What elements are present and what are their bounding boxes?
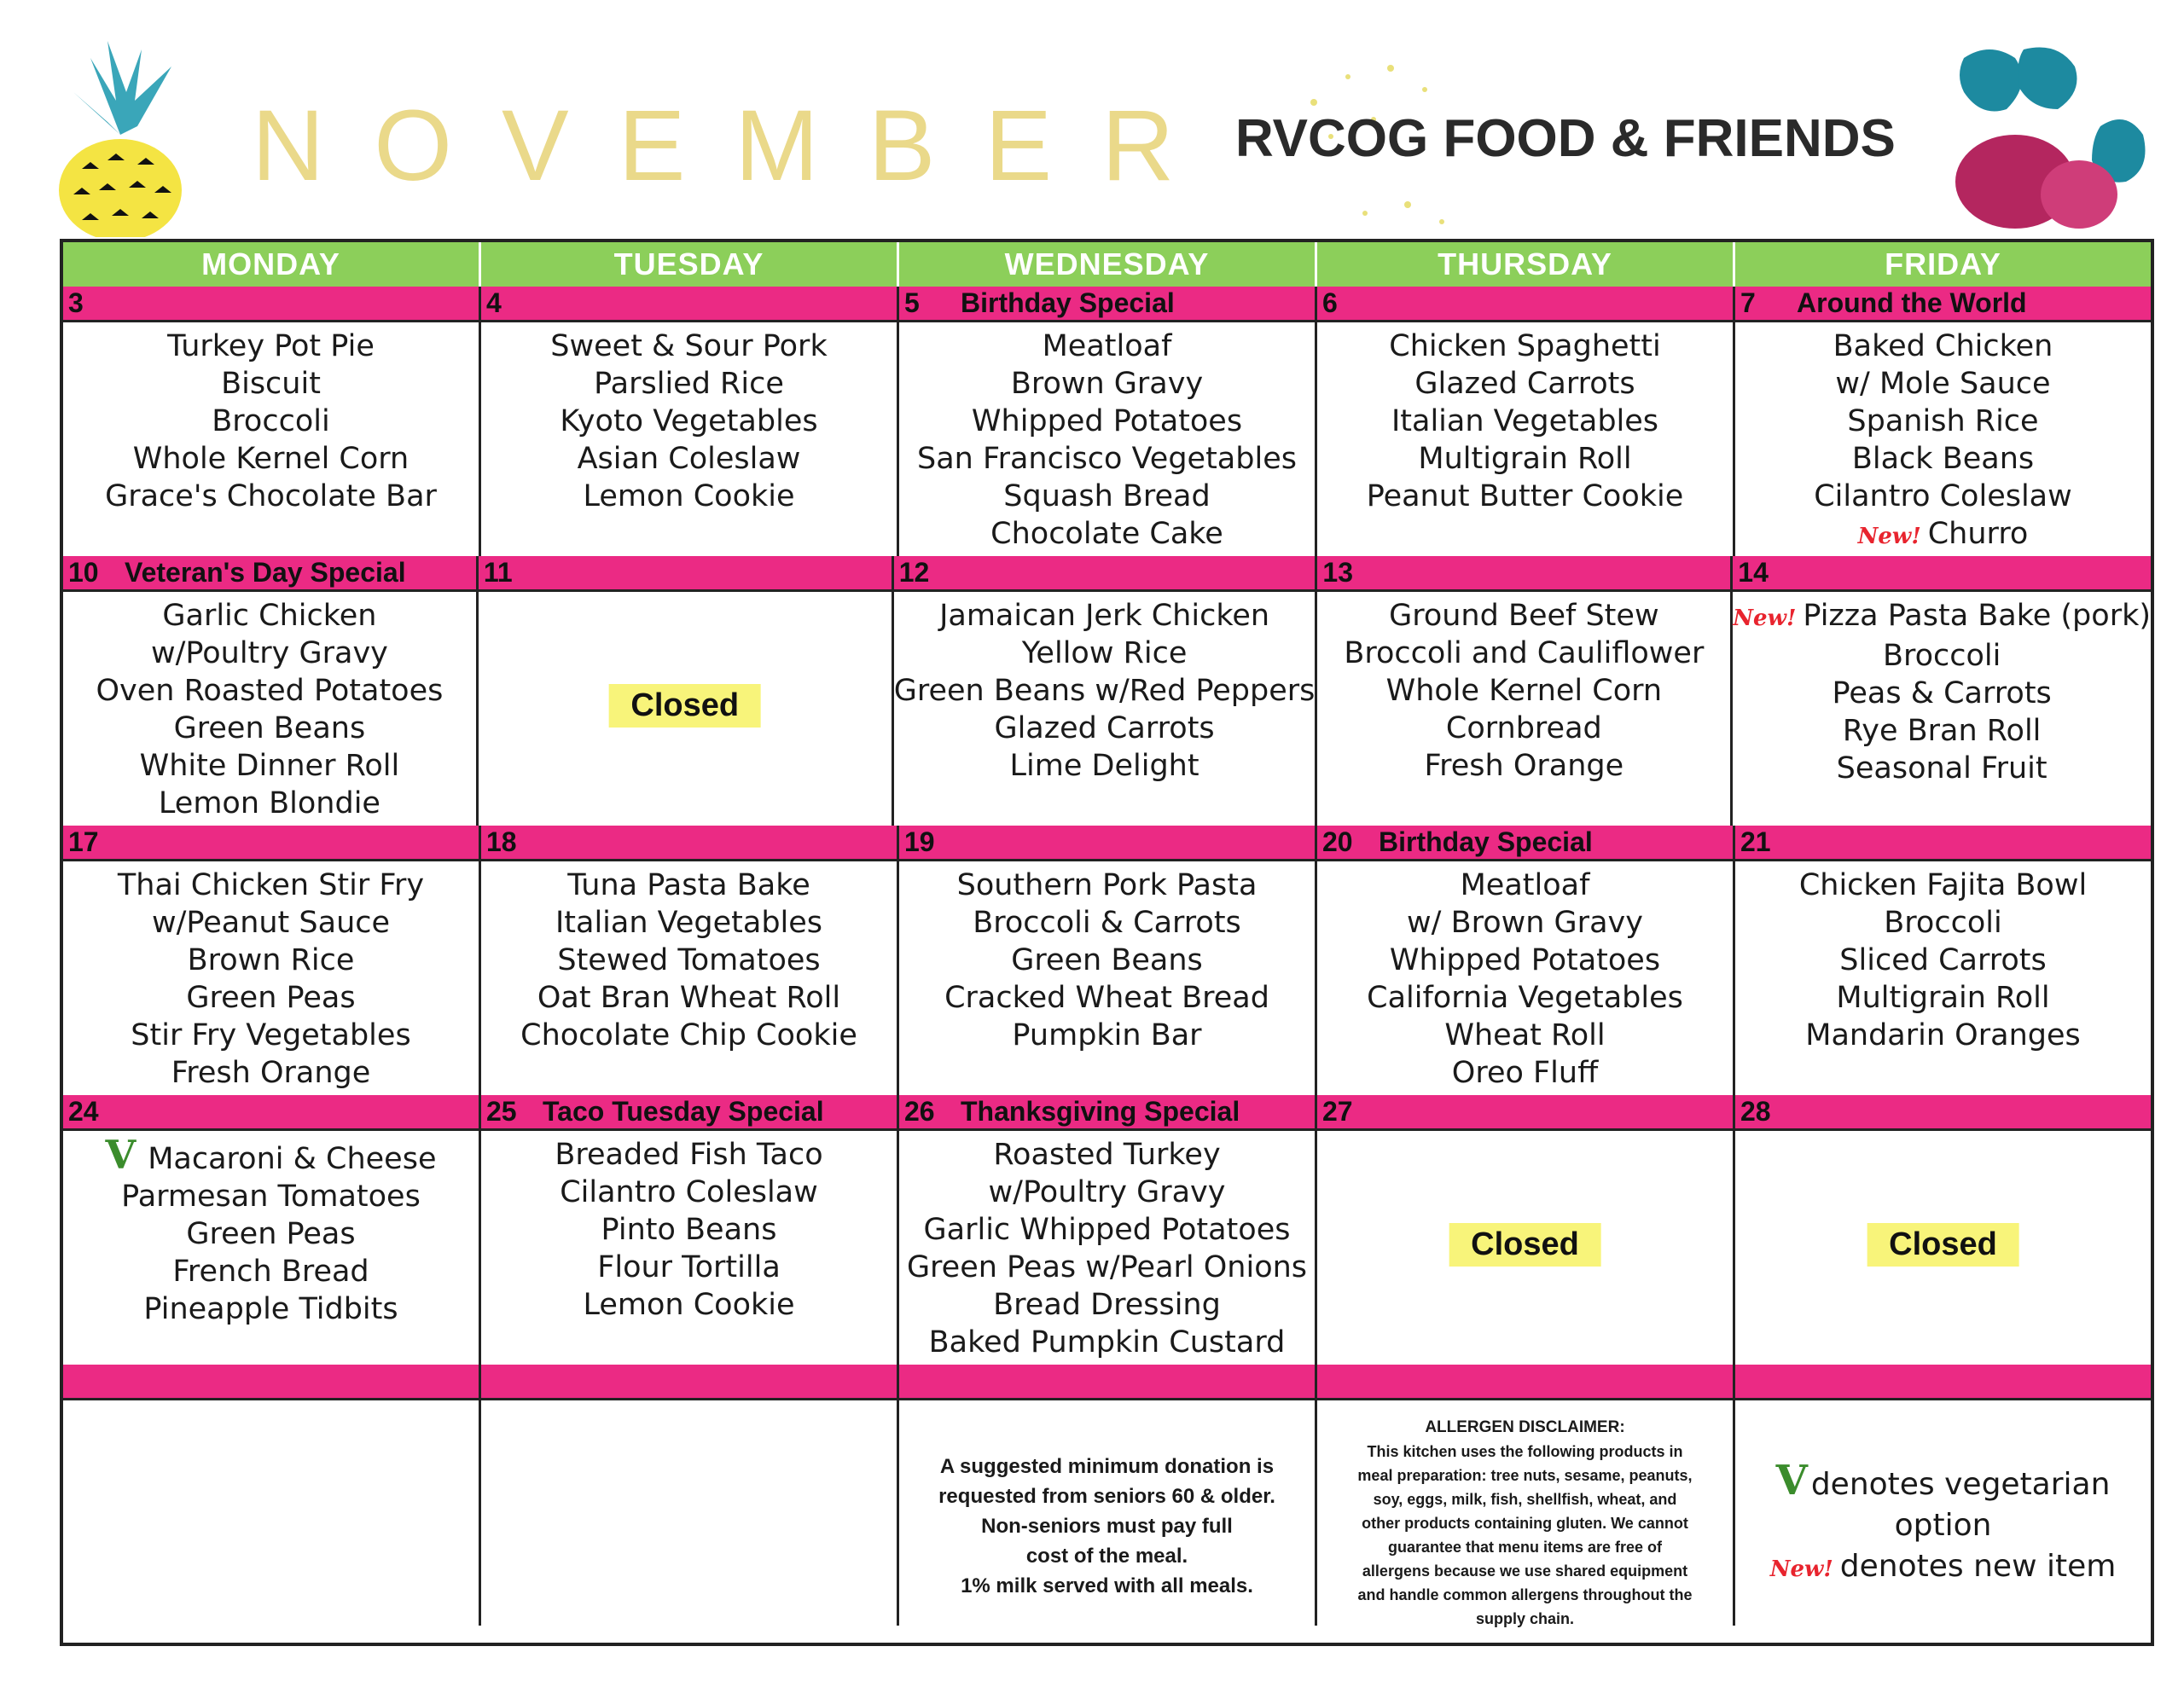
menu-item: Brown Gravy (1010, 367, 1204, 401)
allergen-line: allergens because we use shared equipment (1362, 1562, 1688, 1580)
menu-list (899, 322, 1315, 553)
menu-item: Mandarin Oranges (1805, 1018, 2081, 1052)
menu-item-new (1735, 515, 2151, 555)
menu-item: Lime Delight (1009, 749, 1199, 783)
donation-note-cell (899, 1365, 1317, 1626)
allergen-title: ALLERGEN DISCLAIMER: (1425, 1418, 1625, 1436)
special-label: Birthday Special (1379, 826, 1593, 857)
date-number: 5 (904, 287, 920, 318)
day-cell (899, 287, 1317, 556)
legend-cell (1735, 1365, 2151, 1626)
menu-item: Lemon Cookie (583, 479, 795, 513)
menu-item: Southern Pork Pasta (956, 868, 1258, 902)
date-number: 3 (68, 287, 84, 318)
menu-item: Turkey Pot Pie (167, 329, 375, 363)
menu-item: White Dinner Roll (139, 749, 400, 783)
day-cell (1317, 287, 1735, 556)
page-header (0, 0, 2184, 243)
menu-item: Parmesan Tomatoes (121, 1180, 421, 1214)
date-bar (899, 1365, 1315, 1400)
allergen-line: guarantee that menu items are free of (1387, 1539, 1663, 1556)
menu-list (1317, 861, 1733, 1092)
pineapple-icon (56, 41, 184, 237)
date-bar (481, 1365, 897, 1400)
menu-item: Parslied Rice (594, 367, 784, 401)
donation-line: A suggested minimum donation is (939, 1455, 1275, 1478)
day-cell (63, 556, 479, 826)
menu-item: Breaded Fish Taco (555, 1138, 823, 1172)
date-number: 10 (68, 557, 99, 588)
menu-item: Chicken Spaghetti (1389, 329, 1661, 363)
day-cell (894, 556, 1318, 826)
menu-list (894, 592, 1316, 785)
menu-item: San Francisco Vegetables (917, 442, 1297, 476)
legend-new (1735, 1546, 2151, 1590)
menu-item: Cornbread (1445, 711, 1602, 745)
menu-item: Pumpkin Bar (1012, 1018, 1202, 1052)
day-cell (899, 826, 1317, 1095)
allergen-line: supply chain. (1475, 1610, 1575, 1627)
menu-item: Tuna Pasta Bake (567, 868, 810, 902)
menu-item: w/ Mole Sauce (1835, 367, 2051, 401)
menu-list (899, 861, 1315, 1054)
menu-item: Peas & Carrots (1832, 676, 2052, 710)
menu-item: Oreo Fluff (1451, 1056, 1599, 1090)
menu-item: Peanut Butter Cookie (1366, 479, 1684, 513)
menu-item: Kyoto Vegetables (560, 404, 818, 438)
date-number: 27 (1322, 1096, 1353, 1127)
weekday-header-wednesday: WEDNESDAY (899, 242, 1317, 287)
menu-item: Meatloaf (1460, 868, 1590, 902)
menu-item: Broccoli & Carrots (973, 906, 1241, 940)
menu-item-text: Pizza Pasta Bake (pork) (1803, 599, 2152, 633)
menu-item: Yellow Rice (1021, 636, 1188, 670)
month-title: NOVEMBER (252, 90, 1224, 202)
date-number: 14 (1738, 557, 1769, 588)
menu-item: Squash Bread (1003, 479, 1211, 513)
menu-item: Fresh Orange (171, 1056, 371, 1090)
date-number: 20 (1322, 826, 1353, 857)
menu-item: Biscuit (221, 367, 321, 401)
menu-list (481, 1131, 897, 1324)
date-number: 4 (486, 287, 502, 318)
donation-line: 1% milk served with all meals. (961, 1574, 1253, 1597)
menu-item: Bread Dressing (993, 1288, 1221, 1322)
date-number: 26 (904, 1096, 935, 1127)
date-bar (899, 826, 1315, 861)
date-number: 18 (486, 826, 517, 857)
legend-vegetarian (1735, 1457, 2151, 1505)
date-bar (63, 826, 479, 861)
menu-item: Cracked Wheat Bread (944, 981, 1269, 1015)
menu-item: Jamaican Jerk Chicken (939, 599, 1270, 633)
date-bar (1317, 1365, 1733, 1400)
date-bar (1735, 826, 2151, 861)
menu-item: Green Beans (1011, 943, 1203, 977)
menu-item: Lemon Cookie (583, 1288, 795, 1322)
menu-list (1735, 861, 2151, 1054)
menu-item: Italian Vegetables (555, 906, 823, 940)
allergen-line: meal preparation: tree nuts, sesame, peanuts, (1357, 1467, 1693, 1484)
date-bar (1735, 287, 2151, 322)
day-cell (1733, 556, 2151, 826)
menu-calendar (60, 239, 2154, 1646)
date-bar (899, 1095, 1315, 1131)
menu-list (63, 322, 479, 515)
day-cell (1317, 1095, 1735, 1365)
special-label: Thanksgiving Special (961, 1096, 1240, 1127)
menu-item: Asian Coleslaw (577, 442, 801, 476)
donation-line: cost of the meal. (1025, 1545, 1188, 1568)
date-bar (1317, 556, 1730, 592)
menu-item: Chocolate Cake (990, 517, 1223, 551)
date-bar (1735, 1095, 2151, 1131)
weekday-header-row (63, 242, 2151, 287)
menu-item: Chocolate Chip Cookie (520, 1018, 857, 1052)
menu-list (481, 861, 897, 1054)
menu-item: Garlic Whipped Potatoes (923, 1213, 1291, 1247)
donation-note (899, 1400, 1315, 1601)
date-bar (1317, 287, 1733, 322)
new-item-tag: New! (1857, 524, 1921, 549)
special-label: Birthday Special (961, 287, 1175, 318)
beet-icon (1930, 41, 2152, 229)
closed-label: Closed (608, 684, 761, 728)
date-number: 7 (1740, 287, 1756, 318)
date-bar (481, 826, 897, 861)
date-number: 11 (483, 557, 513, 588)
day-cell (1317, 556, 1733, 826)
weekday-header-tuesday: TUESDAY (481, 242, 899, 287)
allergen-line: other products containing gluten. We cannot (1362, 1515, 1688, 1532)
date-number: 28 (1740, 1096, 1771, 1127)
menu-list (481, 322, 897, 515)
menu-item: Whipped Potatoes (971, 404, 1243, 438)
menu-item: Spanish Rice (1847, 404, 2039, 438)
day-cell (481, 287, 899, 556)
day-cell (1735, 826, 2151, 1095)
menu-item: Flour Tortilla (597, 1250, 781, 1284)
menu-item: Multigrain Roll (1836, 981, 2050, 1015)
weekday-header-monday: MONDAY (63, 242, 481, 287)
day-cell (481, 826, 899, 1095)
legend-new-text: denotes new item (1839, 1549, 2117, 1584)
menu-list (1317, 322, 1733, 515)
menu-list (63, 861, 479, 1092)
empty-cell (63, 1365, 481, 1626)
week-row (63, 1095, 2151, 1365)
date-bar (63, 556, 476, 592)
weekday-header-friday: FRIDAY (1735, 242, 2151, 287)
date-number: 12 (898, 557, 930, 588)
menu-item: California Vegetables (1367, 981, 1683, 1015)
date-bar (894, 556, 1316, 592)
vegetarian-leaf-icon: V (105, 1132, 136, 1178)
day-cell (899, 1095, 1317, 1365)
menu-item: w/ Brown Gravy (1407, 906, 1643, 940)
organization-title: RVCOG FOOD & FRIENDS (1235, 109, 1896, 168)
menu-list (1733, 592, 2151, 787)
menu-item: Green Beans (173, 711, 366, 745)
menu-item: Green Peas w/Pearl Onions (906, 1250, 1308, 1284)
vegetarian-leaf-icon: V (1775, 1457, 1808, 1504)
menu-item: Baked Pumpkin Custard (928, 1325, 1286, 1359)
closed-label: Closed (1867, 1223, 2019, 1267)
date-bar (63, 1095, 479, 1131)
menu-list (899, 1131, 1315, 1361)
date-number: 24 (68, 1096, 99, 1127)
allergen-line: This kitchen uses the following products in (1367, 1443, 1683, 1460)
date-bar (63, 287, 479, 322)
menu-item-vegetarian (63, 1132, 479, 1178)
menu-item: Grace's Chocolate Bar (105, 479, 437, 513)
date-bar (1733, 556, 2151, 592)
menu-item: Glazed Carrots (1414, 367, 1635, 401)
menu-item: Green Peas (186, 1217, 356, 1251)
legend (1735, 1400, 2151, 1590)
empty-cell (481, 1365, 899, 1626)
weekday-header-thursday: THURSDAY (1317, 242, 1735, 287)
menu-item: Lemon Blondie (158, 786, 380, 820)
menu-item: w/Poultry Gravy (988, 1175, 1226, 1209)
menu-item: Green Peas (186, 981, 356, 1015)
menu-item: Stewed Tomatoes (557, 943, 821, 977)
weeks-container (63, 287, 2151, 1626)
day-cell (63, 826, 481, 1095)
menu-item-new (1733, 597, 2151, 637)
menu-item: w/Poultry Gravy (150, 636, 388, 670)
menu-item: Whole Kernel Corn (1385, 674, 1663, 708)
menu-item: Baked Chicken (1833, 329, 2053, 363)
menu-item: Broccoli (1882, 639, 2001, 673)
week-row (63, 826, 2151, 1095)
menu-item: Cilantro Coleslaw (560, 1175, 818, 1209)
date-number: 19 (904, 826, 935, 857)
day-cell (1735, 1095, 2151, 1365)
special-label: Around the World (1797, 287, 2027, 318)
date-number: 17 (68, 826, 99, 857)
new-item-tag: New! (1733, 606, 1797, 631)
menu-item: Roasted Turkey (993, 1138, 1221, 1172)
allergen-disclaimer (1317, 1440, 1733, 1631)
menu-item: Broccoli (212, 404, 330, 438)
menu-item: Chicken Fajita Bowl (1798, 868, 2088, 902)
date-number: 25 (486, 1096, 517, 1127)
menu-item: Glazed Carrots (994, 711, 1215, 745)
menu-item: Broccoli and Cauliflower (1344, 636, 1705, 670)
day-cell (1735, 287, 2151, 556)
menu-item: Oven Roasted Potatoes (96, 674, 444, 708)
date-bar (481, 287, 897, 322)
menu-item: Black Beans (1851, 442, 2035, 476)
menu-item: Stir Fry Vegetables (131, 1018, 411, 1052)
day-cell (63, 287, 481, 556)
day-cell (479, 556, 894, 826)
special-label: Taco Tuesday Special (543, 1096, 824, 1127)
menu-list (63, 1131, 479, 1328)
menu-item-text: Macaroni & Cheese (148, 1142, 437, 1176)
menu-item: Rye Bran Roll (1842, 714, 2042, 748)
closed-label: Closed (1449, 1223, 1601, 1267)
date-number: 21 (1740, 826, 1771, 857)
legend-veg-text-2: option (1894, 1508, 1992, 1543)
menu-item: Whole Kernel Corn (132, 442, 410, 476)
menu-item: Seasonal Fruit (1836, 751, 2048, 786)
menu-item: w/Peanut Sauce (151, 906, 391, 940)
menu-item: Fresh Orange (1424, 749, 1624, 783)
week-row (63, 556, 2151, 826)
menu-item: Wheat Roll (1444, 1018, 1606, 1052)
menu-item: Sweet & Sour Pork (550, 329, 828, 363)
allergen-line: and handle common allergens throughout the (1357, 1586, 1693, 1603)
menu-item-text: Churro (1927, 517, 2029, 551)
menu-item: Thai Chicken Stir Fry (117, 868, 425, 902)
day-cell (63, 1095, 481, 1365)
menu-item: Broccoli (1884, 906, 2002, 940)
new-item-tag: New! (1769, 1557, 1833, 1582)
menu-item: Meatloaf (1042, 329, 1172, 363)
donation-line: requested from seniors 60 & older. (938, 1485, 1275, 1508)
allergen-line: soy, eggs, milk, fish, shellfish, wheat, and (1373, 1491, 1677, 1508)
date-bar (1317, 826, 1733, 861)
menu-item: Garlic Chicken (162, 599, 377, 633)
menu-item: Multigrain Roll (1418, 442, 1632, 476)
date-number: 6 (1322, 287, 1338, 318)
menu-list (63, 592, 476, 822)
special-label: Veteran's Day Special (125, 557, 406, 588)
menu-list (1317, 592, 1730, 785)
day-cell (1317, 826, 1735, 1095)
date-bar (1317, 1095, 1733, 1131)
menu-item: Oat Bran Wheat Roll (537, 981, 841, 1015)
date-bar (479, 556, 892, 592)
menu-item: Cilantro Coleslaw (1814, 479, 2072, 513)
date-bar (1735, 1365, 2151, 1400)
date-bar (63, 1365, 479, 1400)
menu-item: Pineapple Tidbits (143, 1292, 398, 1326)
day-cell (481, 1095, 899, 1365)
date-number: 13 (1322, 557, 1353, 588)
menu-item: Ground Beef Stew (1389, 599, 1659, 633)
legend-veg-text: denotes vegetarian (1810, 1467, 2111, 1502)
menu-item: Italian Vegetables (1391, 404, 1659, 438)
menu-item: Green Beans w/Red Peppers (893, 674, 1316, 708)
menu-list (1735, 322, 2151, 555)
date-bar (899, 287, 1315, 322)
week-row (63, 287, 2151, 556)
menu-item: Sliced Carrots (1839, 943, 2047, 977)
menu-item: Brown Rice (187, 943, 355, 977)
menu-item: Pinto Beans (601, 1213, 777, 1247)
allergen-disclaimer-cell (1317, 1365, 1735, 1626)
menu-item: French Bread (172, 1255, 369, 1289)
donation-line: Non-seniors must pay full (981, 1515, 1233, 1538)
date-bar (481, 1095, 897, 1131)
footer-row (63, 1365, 2151, 1626)
menu-item: Whipped Potatoes (1389, 943, 1661, 977)
